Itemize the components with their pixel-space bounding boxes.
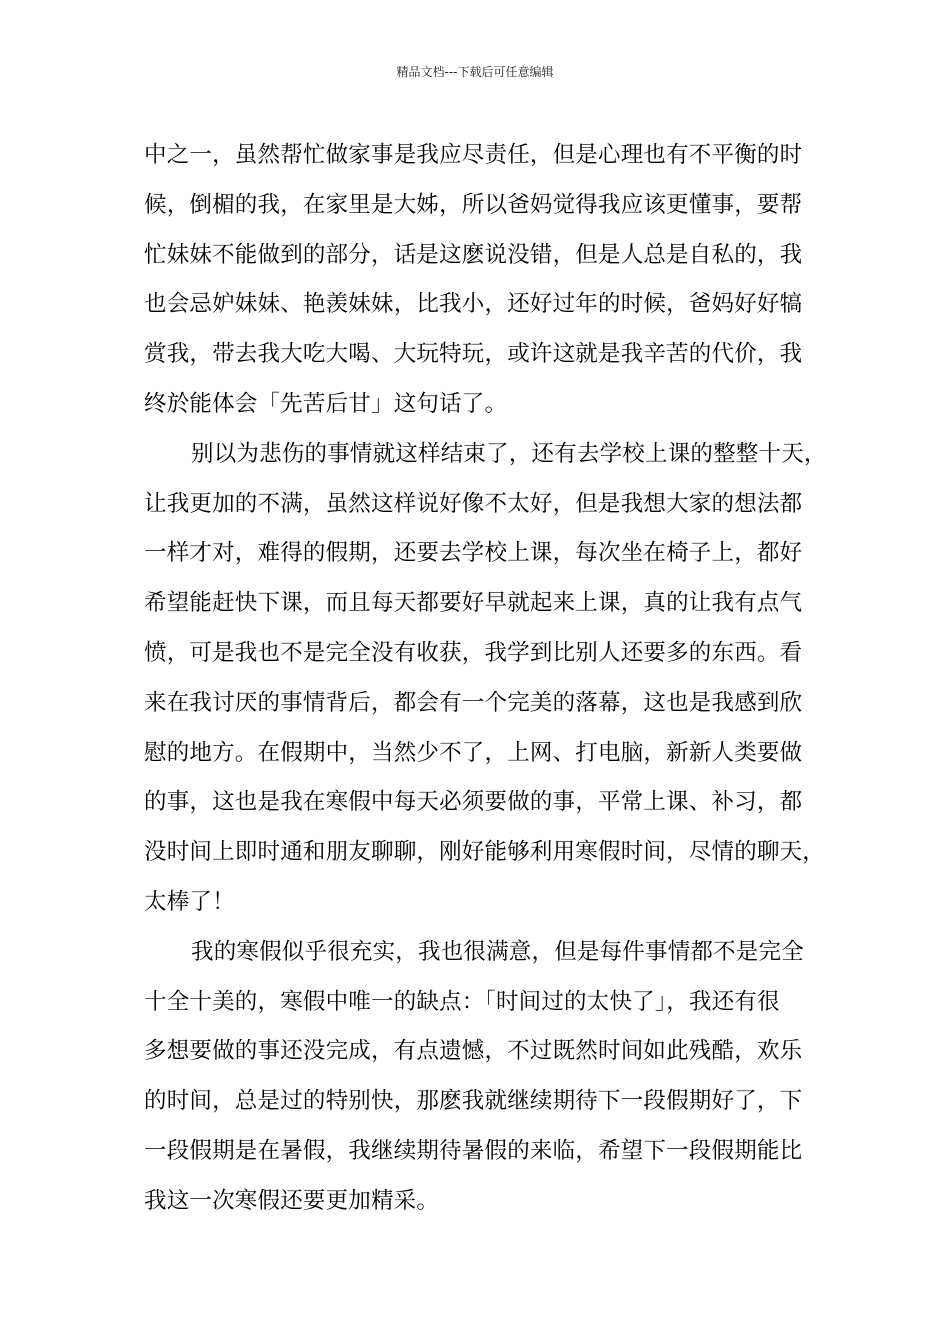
text-line: 候，倒楣的我，在家里是大姊，所以爸妈觉得我应该更懂事，要帮: [144, 191, 803, 218]
text-line: 我的寒假似乎很充实，我也很满意，但是每件事情都不是完全: [191, 938, 804, 965]
text-line: 也会忌妒妹妹、艳羡妹妹，比我小，还好过年的时候，爸妈好好犒: [144, 291, 803, 318]
text-line: 赏我，带去我大吃大喝、大玩特玩，或许这就是我辛苦的代价，我: [144, 341, 803, 368]
text-line: 别以为悲伤的事情就这样结束了，还有去学校上课的整整十天，: [191, 440, 827, 467]
text-line: 希望能赶快下课，而且每天都要好早就起来上课，真的让我有点气: [144, 590, 803, 617]
page-header: 精品文档---下载后可任意编辑: [396, 65, 554, 79]
text-line: 一样才对，难得的假期，还要去学校上课，每次坐在椅子上，都好: [144, 540, 803, 567]
text-line: 中之一，虽然帮忙做家事是我应尽责任，但是心理也有不平衡的时: [144, 142, 803, 168]
text-line: 让我更加的不满，虽然这样说好像不太好，但是我想大家的想法都: [144, 490, 803, 517]
text-line: 没时间上即时通和朋友聊聊，刚好能够利用寒假时间，尽情的聊天，: [144, 839, 826, 866]
text-line: 来在我讨厌的事情背后，都会有一个完美的落幕，这也是我感到欣: [144, 689, 803, 716]
text-line: 的事，这也是我在寒假中每天必须要做的事，平常上课、补习，都: [144, 789, 803, 816]
text-line: 忙妹妹不能做到的部分，话是这麽说没错，但是人总是自私的，我: [144, 241, 803, 268]
text-line: 的时间，总是过的特别快，那麽我就继续期待下一段假期好了，下: [144, 1088, 803, 1115]
text-line: 十全十美的，寒假中唯一的缺点：「时间过的太快了」，我还有很: [144, 988, 780, 1015]
text-line: 我这一次寒假还要更加精采。: [144, 1187, 440, 1214]
text-line: 一段假期是在暑假，我继续期待暑假的来临，希望下一段假期能比: [144, 1137, 803, 1164]
body-text: [144, 131, 827, 1227]
text-line: 愤，可是我也不是完全没有收获，我学到比别人还要多的东西。看: [144, 639, 803, 666]
text-line: 太棒了！: [144, 888, 235, 915]
text-line: 多想要做的事还没完成，有点遗憾，不过既然时间如此残酷，欢乐: [144, 1038, 803, 1065]
text-line: 慰的地方。在假期中，当然少不了，上网、打电脑，新新人类要做: [144, 739, 803, 766]
text-line: 终於能体会「先苦后甘」这句话了。: [144, 390, 508, 417]
